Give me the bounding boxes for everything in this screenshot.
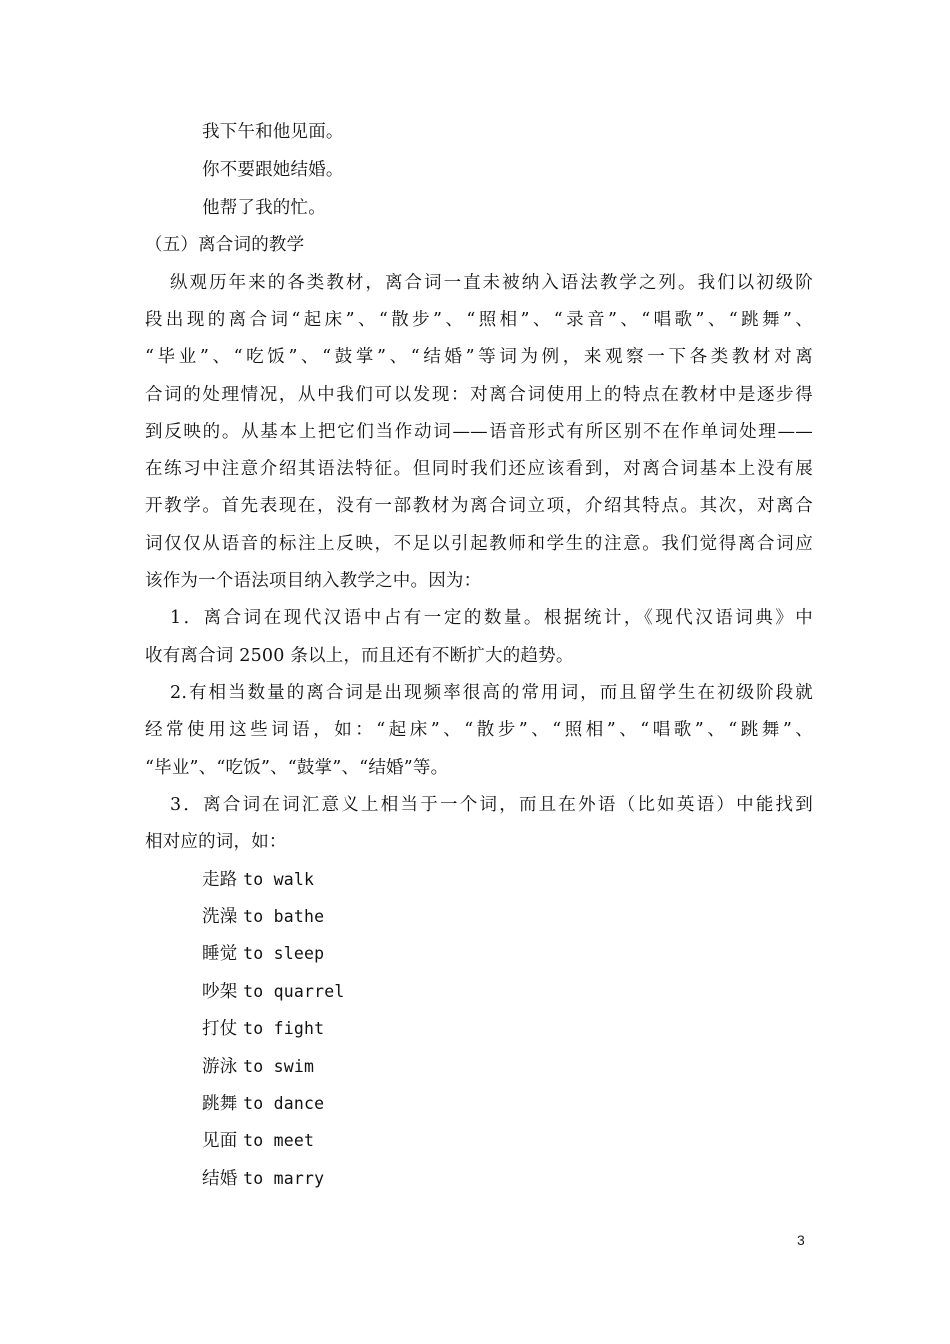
paragraph-line: 在练习中注意介绍其语法特征。但同时我们还应该看到，对离合词基本上没有展 (145, 459, 813, 479)
word-zh: 睡觉 (202, 944, 238, 964)
word-zh: 游泳 (202, 1057, 238, 1077)
word-en: to meet (243, 1131, 315, 1150)
word-en: to sleep (243, 944, 325, 963)
list-item-line: 3．离合词在词汇意义上相当于一个词，而且在外语（比如英语）中能找到 (170, 795, 813, 815)
list-item-line: 2.有相当数量的离合词是出现频率很高的常用词，而且留学生在初级阶段就 (170, 683, 813, 703)
paragraph-line: 开教学。首先表现在，没有一部教材为离合词立项，介绍其特点。其次，对离合 (145, 496, 813, 516)
word-pair (202, 868, 870, 892)
word-pair (202, 1017, 870, 1041)
word-zh: 打仗 (202, 1019, 238, 1039)
word-en: to swim (243, 1057, 315, 1076)
list-item-line: 1．离合词在现代汉语中占有一定的数量。根据统计，《现代汉语词典》中 (170, 608, 813, 628)
paragraph-line: 段出现的离合词“起床”、“散步”、“照相”、“录音”、“唱歌”、“跳舞”、 (145, 310, 813, 330)
example-sentence: 他帮了我的忙。 (202, 198, 326, 218)
word-en: to dance (243, 1094, 325, 1113)
word-en: to marry (243, 1169, 325, 1188)
word-zh: 洗澡 (202, 907, 238, 927)
word-zh: 见面 (202, 1131, 238, 1151)
word-zh: 结婚 (202, 1169, 238, 1189)
paragraph-line: 纵观历年来的各类教材，离合词一直未被纳入语法教学之列。我们以初级阶 (170, 273, 813, 293)
example-sentence: 我下午和他见面。 (202, 122, 344, 142)
paragraph-line: “毕业”、“吃饭”、“鼓掌”、“结婚”等词为例，来观察一下各类教材对离 (145, 347, 813, 367)
word-pair (202, 1167, 870, 1191)
list-item-line: 相对应的词，如： (145, 832, 287, 852)
paragraph-line: 词仅仅从语音的标注上反映，不足以引起教师和学生的注意。我们觉得离合词应 (145, 534, 813, 554)
word-en: to bathe (243, 907, 325, 926)
list-item-line: “毕业”、“吃饭”、“鼓掌”、“结婚”等。 (145, 758, 449, 778)
word-pair (202, 942, 870, 966)
list-item-line: 收有离合词 2500 条以上，而且还有不断扩大的趋势。 (145, 646, 574, 666)
word-en: to quarrel (243, 982, 345, 1001)
paragraph-line: 合词的处理情况，从中我们可以发现：对离合词使用上的特点在教材中是逐步得 (145, 385, 813, 405)
paragraph-line: 到反映的。从基本上把它们当作动词——语音形式有所区别不在作单词处理—— (145, 422, 813, 442)
word-en: to fight (243, 1019, 325, 1038)
page-number: 3 (797, 1232, 805, 1248)
word-pair (202, 1129, 870, 1153)
paragraph-line: 该作为一个语法项目纳入教学之中。因为： (145, 571, 482, 591)
example-sentence: 你不要跟她结婚。 (202, 160, 344, 180)
section-heading: （五）离合词的教学 (145, 235, 305, 255)
word-zh: 跳舞 (202, 1094, 238, 1114)
list-item-line: 经常使用这些词语，如：“起床”、“散步”、“照相”、“唱歌”、“跳舞”、 (145, 720, 813, 740)
word-pair (202, 905, 870, 929)
word-zh: 走路 (202, 870, 238, 890)
word-en: to walk (243, 870, 315, 889)
word-pair (202, 1055, 870, 1079)
word-pair (202, 1092, 870, 1116)
word-pair (202, 980, 870, 1004)
word-zh: 吵架 (202, 982, 238, 1002)
